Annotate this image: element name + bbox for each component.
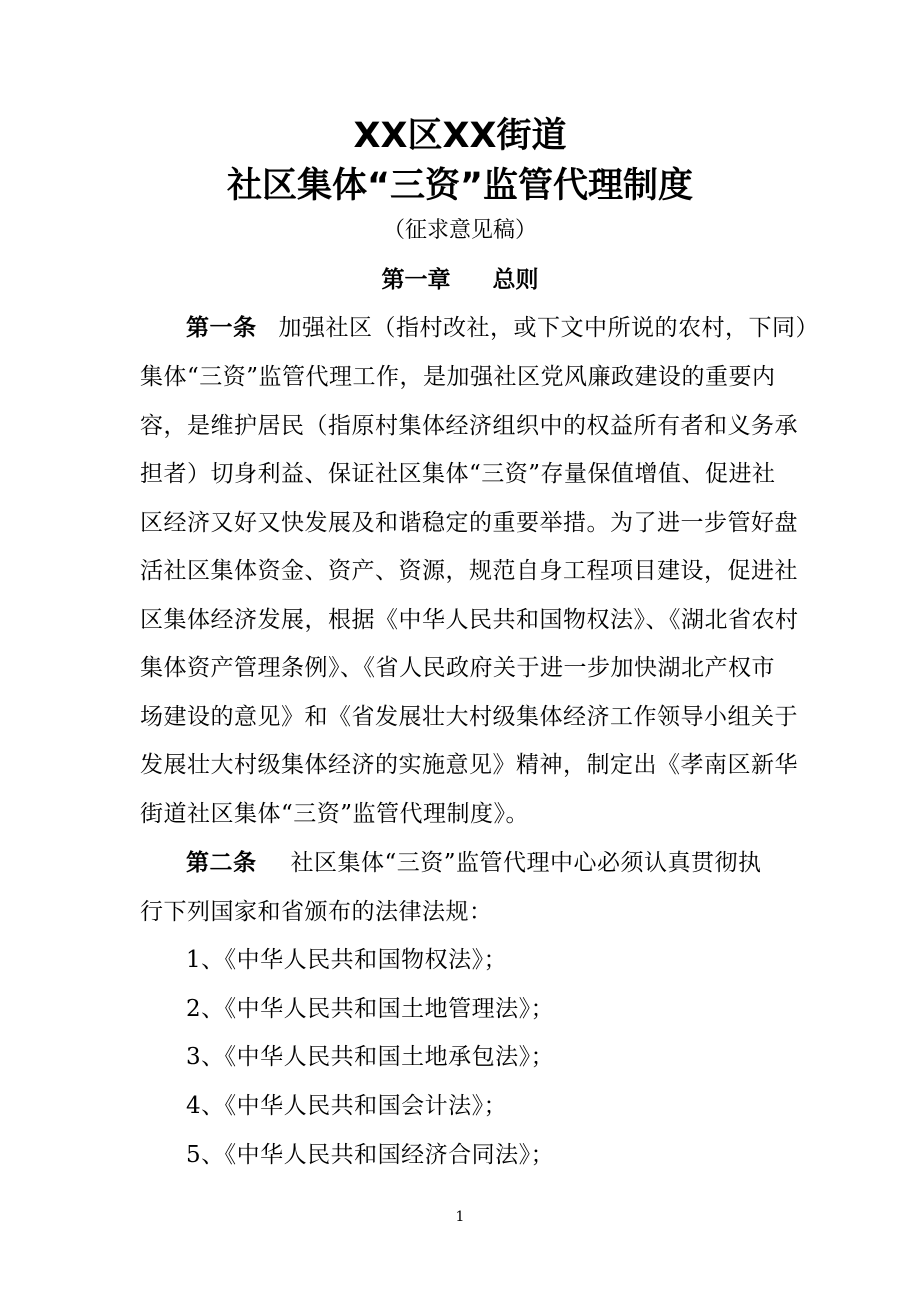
law-item: 1、《中华人民共和国物权法》； — [186, 947, 508, 973]
document-subtitle: （征求意见稿） — [382, 218, 537, 243]
article2-line: 行下列国家和省颁布的法律法规： — [140, 899, 493, 925]
chapter-name: 总则 — [492, 267, 539, 293]
article1-text: 加强社区（指村改社，或下文中所说的农村，下同） — [278, 315, 819, 341]
law-item: 5、《中华人民共和国经济合同法》； — [186, 1142, 555, 1168]
article1-line: 场建设的意见》和《省发展壮大村级集体经济工作领导小组关于 — [140, 704, 798, 730]
article1-line: 容，是维护居民（指原村集体经济组织中的权益所有者和义务承 — [140, 413, 798, 439]
law-item: 3、《中华人民共和国土地承包法》； — [186, 1044, 555, 1070]
article1-line: 区经济又好又快发展及和谐稳定的重要举措。为了进一步管好盘 — [140, 510, 798, 536]
article2-label: 第二条 — [186, 850, 257, 876]
page-number: 1 — [455, 1209, 465, 1225]
document-title-line1: XX区XX街道 — [353, 116, 567, 156]
chapter-number: 第一章 — [381, 267, 451, 293]
article1-line: 区集体经济发展，根据《中华人民共和国物权法》、《湖北省农村 — [140, 607, 799, 633]
article1-line: 集体资产管理条例》、《省人民政府关于进一步加快湖北产权市 — [140, 655, 775, 681]
law-item: 2、《中华人民共和国土地管理法》； — [186, 996, 555, 1022]
article1-label: 第一条 — [186, 315, 257, 341]
article1-line — [186, 313, 846, 343]
document-title-line2: 社区集体“三资”监管代理制度 — [226, 166, 693, 206]
article1-line: 发展壮大村级集体经济的实施意见》精神，制定出《孝南区新华 — [140, 752, 798, 778]
article2-text: 社区集体“三资”监管代理中心必须认真贯彻执 — [290, 850, 762, 876]
chapter-heading — [0, 263, 920, 297]
law-item: 4、《中华人民共和国会计法》； — [186, 1093, 508, 1119]
article1-line: 活社区集体资金、资产、资源，规范自身工程项目建设，促进社 — [140, 558, 798, 584]
article1-line: 集体“三资”监管代理工作，是加强社区党风廉政建设的重要内 — [140, 364, 776, 390]
article2-line — [186, 848, 846, 878]
article1-line: 街道社区集体“三资”监管代理制度》。 — [140, 801, 530, 827]
article1-line: 担者）切身利益、保证社区集体“三资”存量保值增值、促进社 — [140, 461, 776, 487]
